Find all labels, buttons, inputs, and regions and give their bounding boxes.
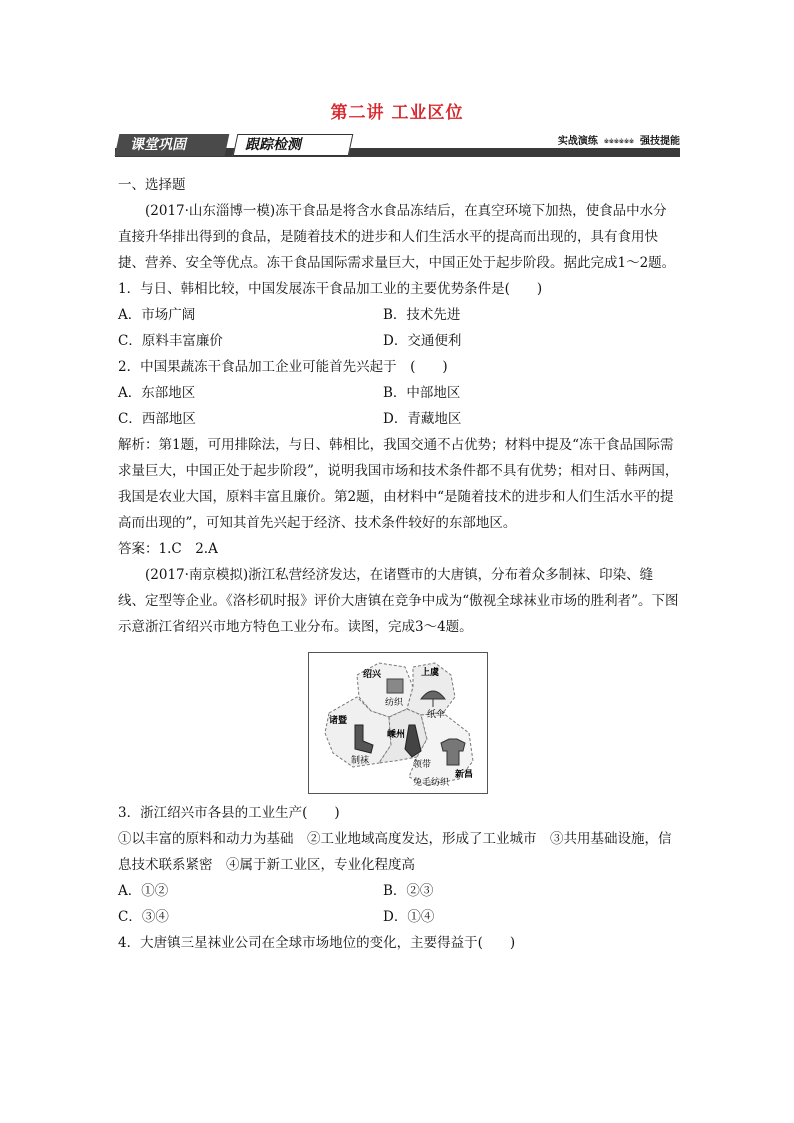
banner-right-text: 实战演练 ※※※※※※ 强技提能: [557, 136, 680, 147]
section-banner: [115, 134, 680, 160]
banner-separator: ※※※※※※: [603, 137, 634, 145]
option-a: A．①②: [118, 883, 169, 899]
answer: 答案：1.C 2.A: [118, 541, 218, 557]
label-zhuji: 诸暨: [329, 716, 348, 726]
map-svg: [309, 653, 487, 793]
label-socks: 制袜: [351, 756, 370, 766]
question-2-options-row-1: [118, 380, 680, 406]
option-a: A．东部地区: [118, 385, 196, 401]
question-3-items: ①以丰富的原料和动力为基础 ②工业地域高度发达，形成了工业城市 ③共用基础设施，信息技术联系紧密 ④属于新工业区，专业化程度高: [118, 831, 672, 873]
option-a: A．市场广阔: [118, 307, 196, 323]
option-b: B．技术先进: [383, 307, 461, 323]
page-title: 第二讲 工业区位: [330, 103, 464, 123]
question-2-stem: 2．中国果蔬冻干食品加工企业可能首先兴起于 ( ): [118, 359, 448, 375]
question-2-options-row-2: [118, 406, 680, 432]
label-shengzhou: 嵊州: [387, 730, 406, 740]
label-umbrella: 纸伞: [427, 710, 446, 720]
option-d: D．青藏地区: [383, 411, 462, 427]
question-3-stem: 3．浙江绍兴市各县的工业生产( ): [118, 805, 340, 821]
label-rabbit-wool: 兔毛纺织: [413, 778, 450, 788]
label-textile: 纺织: [385, 698, 404, 708]
question-1-options-row-2: [118, 328, 680, 354]
passage-1: (2017·山东淄博一模)冻干食品是将含水食品冻结后，在真空环境下加热，使食品中水分直接升华排出得到的食品，是随着技术的进步和人们生活水平的提高而出现的，具有食用快捷、营养、安全等优点。冻干食品国际需求量巨大，中国正处于起步阶段。据此完成1～2题。: [118, 203, 676, 271]
option-d: D．交通便利: [383, 333, 462, 349]
option-b: B．②③: [383, 883, 434, 899]
shaoxing-industry-map: [308, 652, 488, 794]
option-c: C．原料丰富廉价: [118, 333, 223, 349]
option-c: C．③④: [118, 909, 169, 925]
analysis: 解析：第1题，可用排除法，与日、韩相比，我国交通不占优势；材料中提及“冻干食品国际需求量巨大，中国正处于起步阶段”，说明我国市场和技术条件都不具有优势；相对日、韩两国，我国是农业大国，原料丰富且廉价。第2题，由材料中“是随着技术的进步和人们生活水平的提高而出现的”，可知其首先兴起于经济、技术条件较好的东部地区。: [118, 437, 679, 531]
banner-tag-review: 课堂巩固: [115, 134, 230, 156]
textile-icon: [387, 679, 403, 693]
section-heading: 一、选择题: [118, 177, 186, 193]
question-1-options-row-1: [118, 302, 680, 328]
label-shangyu: 上虞: [421, 668, 440, 678]
banner-tag-check: 跟踪检测: [233, 134, 354, 156]
option-c: C．西部地区: [118, 411, 196, 427]
label-xinchang: 新昌: [455, 770, 474, 780]
question-4-stem: 4．大唐镇三星袜业公司在全球市场地位的变化，主要得益于( ): [118, 935, 516, 951]
question-3-options-row-1: [118, 878, 680, 904]
question-3-options-row-2: [118, 904, 680, 930]
document-body: [118, 172, 680, 956]
question-1-stem: 1．与日、韩相比较，中国发展冻干食品加工业的主要优势条件是( ): [118, 281, 543, 297]
label-tie: 领带: [413, 760, 432, 770]
label-shaoxing: 绍兴: [363, 670, 382, 680]
option-b: B．中部地区: [383, 385, 461, 401]
passage-2: (2017·南京模拟)浙江私营经济发达，在诸暨市的大唐镇，分布着众多制袜、印染、缝线、定型等企业。《洛杉矶时报》评价大唐镇在竞争中成为“傲视全球袜业市场的胜利者”。下图示意浙江省绍兴市地方特色工业分布。读图，完成3～4题。: [118, 567, 679, 635]
option-d: D．①④: [383, 909, 435, 925]
